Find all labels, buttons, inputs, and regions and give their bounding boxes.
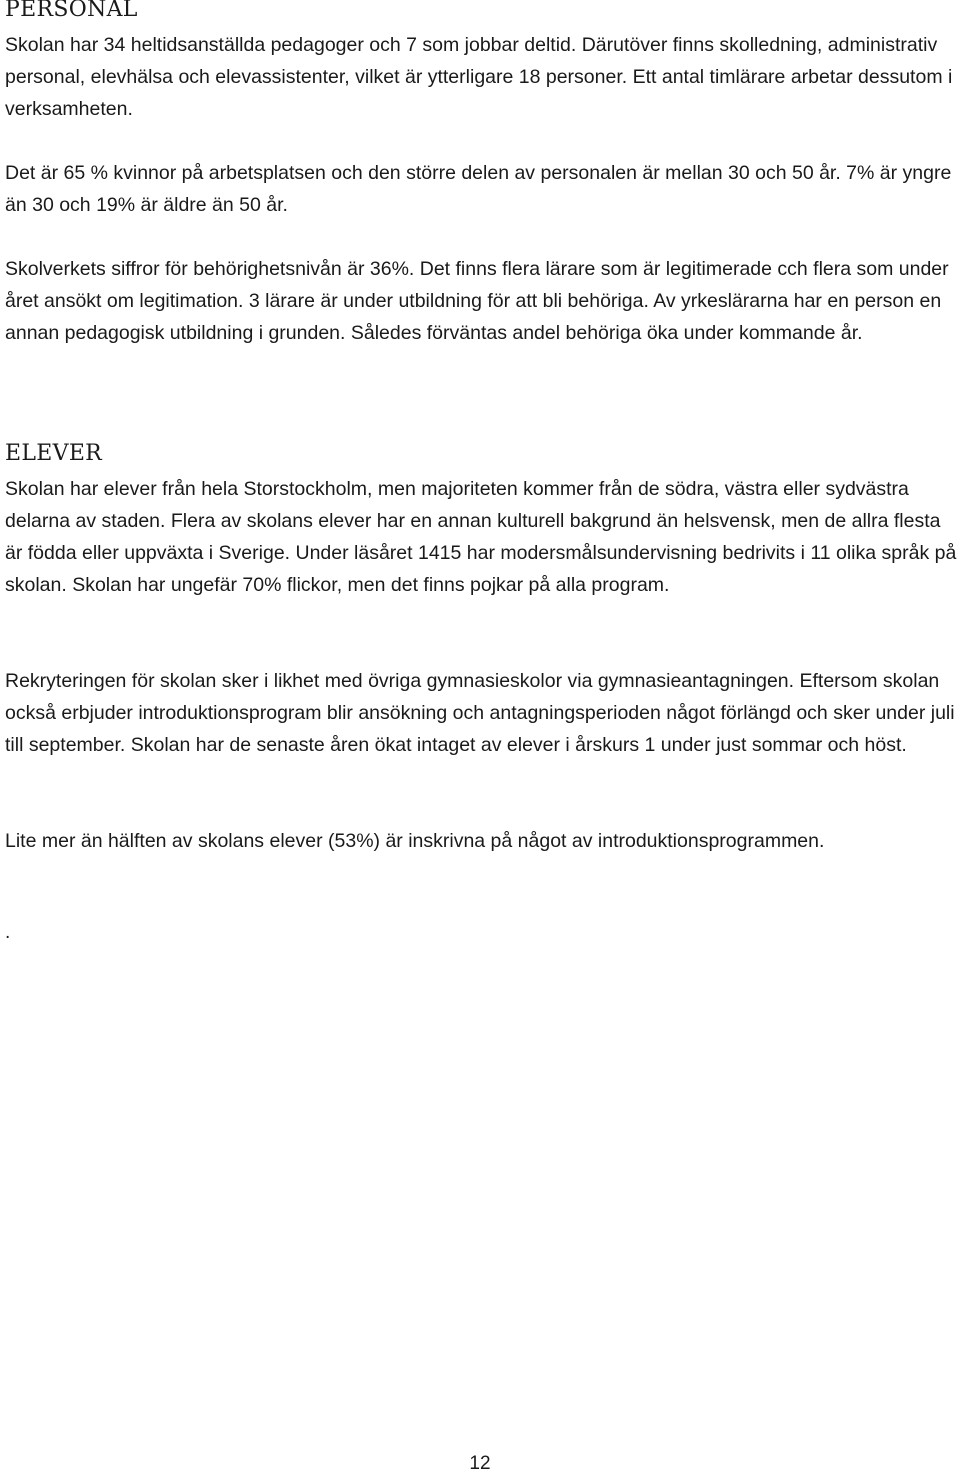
paragraph-introduction-programs: Lite mer än hälften av skolans elever (53%) är inskrivna på något av introduktionsprogrammen. xyxy=(5,830,825,852)
trailing-dot: . xyxy=(5,922,11,943)
paragraph-staff-demographics: Det är 65 % kvinnor på arbetsplatsen och den större delen av personalen är mellan 30 och 50 år. 7% är yngre än 30 och 19% är äldre än 50 år. xyxy=(5,162,952,216)
paragraph-staff-count: Skolan har 34 heltidsanställda pedagoger och 7 som jobbar deltid. Därutöver finns skolledning, administrativ personal, elevhälsa och elevassistenter, vilket är ytterligare 18 personer. Ett antal timlärare arbetar dessutom i verksamheten. xyxy=(5,34,953,120)
paragraph-student-background: Skolan har elever från hela Storstockholm, men majoriteten kommer från de södra, västra eller sydvästra delarna av staden. Flera av skolans elever har en annan kulturell bakgrund än helsvensk, men de allra flesta är födda eller uppväxta i Sverige. Under läsåret 1415 har modersmålsundervisning bedrivits i 11 olika språk på skolan. Skolan har ungefär 70% flickor, men det finns pojkar på alla program. xyxy=(5,478,957,596)
paragraph-recruitment: Rekryteringen för skolan sker i likhet med övriga gymnasieskolor via gymnasieantagningen. Eftersom skolan också erbjuder introduktionsprogram blir ansökning och antagningsperioden något förlängd och sker under juli till september. Skolan har de senaste åren ökat intaget av elever i årskurs 1 under just sommar och höst. xyxy=(5,670,955,756)
section-heading-personal: PERSONAL xyxy=(5,0,138,22)
section-heading-elever: ELEVER xyxy=(5,441,103,466)
page-number: 12 xyxy=(469,1453,491,1474)
paragraph-qualifications: Skolverkets siffror för behörighetsnivån är 36%. Det finns flera lärare som är legitimerade cch flera som under året ansökt om legitimation. 3 lärare är under utbildning för att bli behöriga. Av yrkeslärarna har en person en annan pedagogisk utbildning i grunden. Således förväntas andel behöriga öka under kommande år. xyxy=(5,258,949,344)
